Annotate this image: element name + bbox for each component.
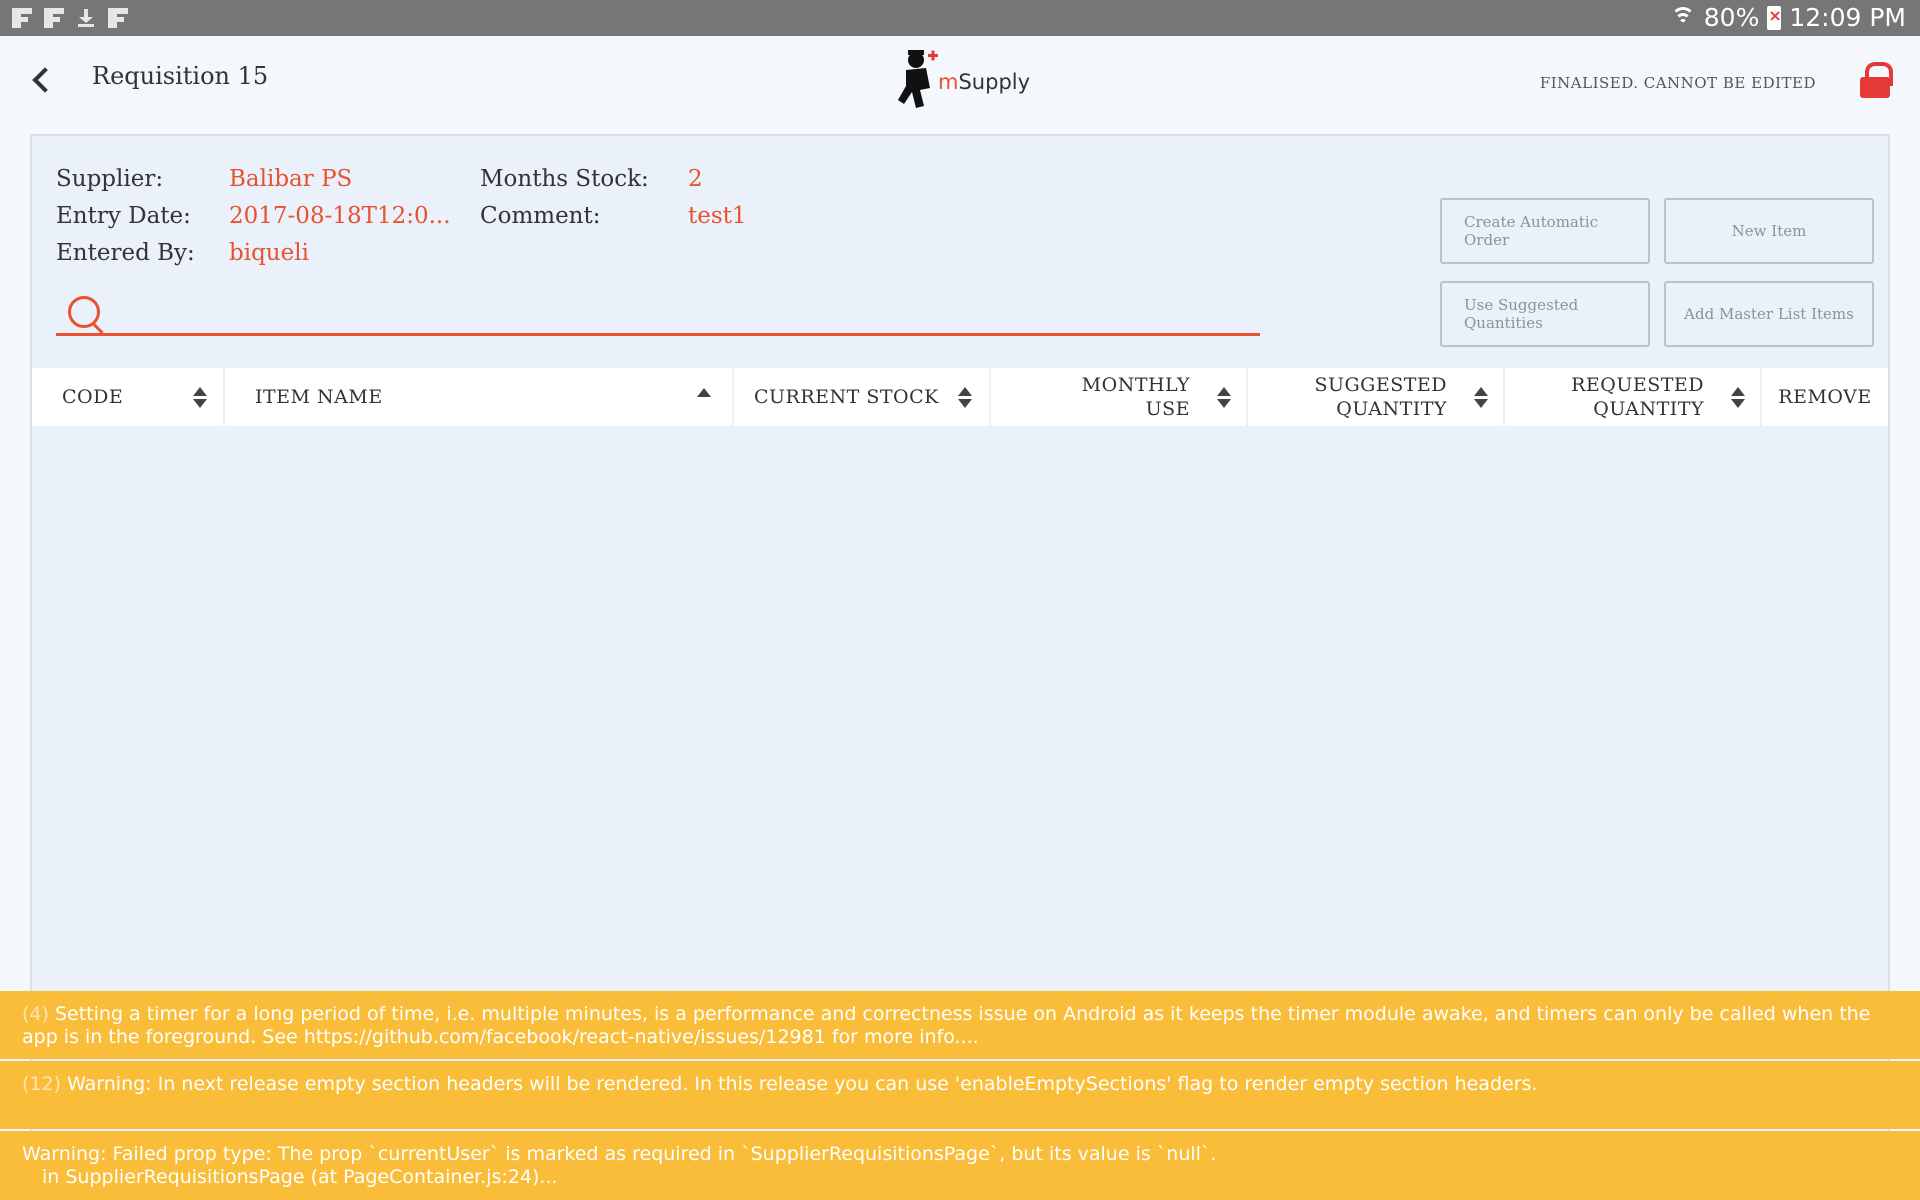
battery-icon bbox=[1767, 6, 1781, 30]
sort-ascending-icon bbox=[697, 388, 711, 398]
sort-icon bbox=[193, 387, 207, 409]
warning-text: Warning: Failed prop type: The prop `currentUser` is marked as required in `SupplierRequisitionsPage`, but its value is `null`. bbox=[22, 1143, 1217, 1165]
status-bar bbox=[0, 0, 1920, 36]
entered-by-label: Entered By: bbox=[56, 240, 195, 266]
search-input[interactable] bbox=[120, 294, 1250, 332]
page-title: Requisition 15 bbox=[92, 62, 269, 90]
add-master-list-items-button[interactable]: Add Master List Items bbox=[1664, 281, 1874, 347]
flag-icon bbox=[44, 8, 64, 28]
create-automatic-order-button[interactable]: Create Automatic Order bbox=[1440, 198, 1650, 264]
new-item-button[interactable]: New Item bbox=[1664, 198, 1874, 264]
column-header-suggested-quantity[interactable]: SUGGESTED QUANTITY bbox=[1248, 368, 1505, 426]
column-header-monthly-use[interactable]: MONTHLY USE bbox=[991, 368, 1248, 426]
sort-icon bbox=[1474, 387, 1488, 409]
warning-text: Setting a timer for a long period of time, i.e. multiple minutes, is a performance and correctness issue on Android as it keeps the timer module awake, and timers can only be called when the app is in the foreground. See https://github.com/facebook/react-native/issues/12981 for more info.... bbox=[22, 1003, 1871, 1048]
info-column-1 bbox=[56, 166, 451, 277]
info-column-2 bbox=[480, 166, 747, 240]
sort-icon bbox=[1217, 387, 1231, 409]
table-header bbox=[32, 368, 1888, 426]
clock: 12:09 PM bbox=[1789, 3, 1906, 32]
supplier-value: Balibar PS bbox=[229, 166, 353, 192]
sort-icon bbox=[958, 387, 972, 409]
search-bar bbox=[56, 294, 1260, 336]
comment-label: Comment: bbox=[480, 203, 601, 229]
column-header-remove: REMOVE bbox=[1778, 386, 1872, 408]
search-icon bbox=[68, 296, 104, 332]
months-stock-label: Months Stock: bbox=[480, 166, 649, 192]
runner-logo-icon bbox=[896, 48, 940, 112]
warning-item[interactable] bbox=[0, 1131, 1920, 1200]
flag-icon bbox=[108, 8, 128, 28]
supplier-label: Supplier: bbox=[56, 166, 164, 192]
sort-icon bbox=[1731, 387, 1745, 409]
column-header-current-stock[interactable]: CURRENT STOCK bbox=[734, 368, 991, 426]
entered-by-value: biqueli bbox=[229, 240, 309, 266]
warning-count: (12) bbox=[22, 1073, 62, 1095]
column-header-requested-quantity[interactable]: REQUESTED QUANTITY bbox=[1505, 368, 1762, 426]
entry-date-label: Entry Date: bbox=[56, 203, 191, 229]
lock-icon bbox=[1860, 62, 1890, 98]
column-header-item-name[interactable]: ITEM NAME bbox=[225, 368, 734, 426]
back-icon[interactable] bbox=[30, 66, 56, 92]
notification-icons bbox=[12, 8, 128, 28]
battery-percent: 80% bbox=[1703, 3, 1760, 32]
logo-text: mSupply bbox=[938, 70, 1031, 94]
months-stock-value[interactable]: 2 bbox=[688, 166, 703, 192]
use-suggested-quantities-button[interactable]: Use Suggested Quantities bbox=[1440, 281, 1650, 347]
entry-date-value: 2017-08-18T12:0... bbox=[229, 203, 451, 229]
warning-item[interactable] bbox=[0, 991, 1920, 1059]
warning-count: (4) bbox=[22, 1003, 49, 1025]
warning-box-stack bbox=[0, 991, 1920, 1200]
finalised-status: FINALISED. CANNOT BE EDITED bbox=[1539, 74, 1816, 92]
msupply-logo bbox=[896, 48, 1031, 112]
flag-icon bbox=[12, 8, 32, 28]
column-header-code[interactable]: CODE bbox=[32, 368, 225, 426]
download-icon bbox=[76, 8, 96, 28]
page-header bbox=[0, 36, 1920, 134]
warning-item[interactable] bbox=[0, 1061, 1920, 1129]
wifi-icon bbox=[1670, 5, 1696, 31]
warning-text: Warning: In next release empty section headers will be rendered. In this release you can use 'enableEmptySections' flag to render empty section headers. bbox=[67, 1073, 1538, 1095]
comment-value[interactable]: test1 bbox=[688, 203, 747, 229]
warning-text-detail: in SupplierRequisitionsPage (at PageContainer.js:24)... bbox=[42, 1166, 558, 1188]
